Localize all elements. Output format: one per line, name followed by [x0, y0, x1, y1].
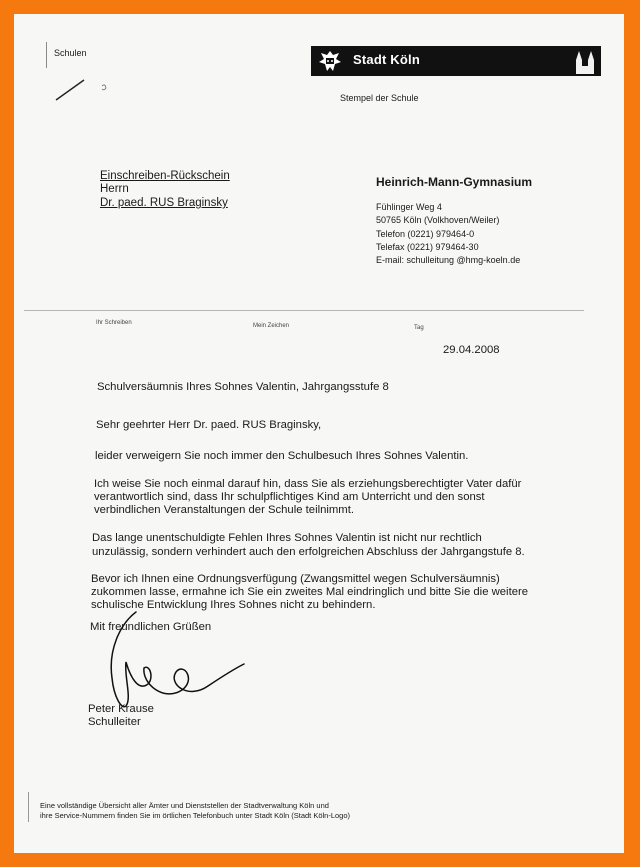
city-logo-text: Stadt Köln [353, 52, 420, 67]
footer-line-1: Eine vollständige Übersicht aller Ämter und Dienststellen der Stadtverwaltung Köln und [40, 801, 329, 810]
paragraph-1: leider verweigern Sie noch immer den Schulbesuch Ihres Sohnes Valentin. [95, 450, 469, 462]
paragraph-3-line-2: unzulässig, sondern verhindert auch den erfolgreichen Abschluss der Jahrgangstufe 8. [92, 546, 525, 558]
paragraph-3-line-1: Das lange unentschuldigte Fehlen Ihres Sohnes Valentin ist nicht nur rechtlich [92, 532, 482, 544]
cathedral-icon [573, 50, 597, 74]
paragraph-2-line-2: verantwortlich sind, dass Ihr schulpflichtiges Kind am Unterricht und den sonst [94, 491, 485, 503]
letter-subject: Schulversäumnis Ihres Sohnes Valentin, Jahrgangsstufe 8 [97, 381, 389, 393]
my-sign-label: Mein Zeichen [253, 323, 290, 329]
signer-name: Peter Krause [88, 703, 154, 715]
recipient-line-3: Dr. paed. RUS Braginsky [100, 197, 228, 209]
paragraph-4-line-3: schulische Entwicklung Ihres Sohnes nicht zu behindern. [91, 599, 376, 611]
day-label: Tag [414, 325, 424, 331]
pen-mark-icon [52, 74, 112, 104]
paragraph-4-line-1: Bevor ich Ihnen eine Ordnungsverfügung (Zwangsmittel wegen Schulversäumnis) [91, 573, 500, 585]
stamp-label: Stempel der Schule [340, 93, 419, 103]
sender-label: Schulen [54, 48, 87, 58]
letter-page [14, 14, 624, 853]
salutation: Sehr geehrter Herr Dr. paed. RUS Braginsky, [96, 419, 322, 431]
paragraph-2-line-3: verbindlichen Veranstaltungen der Schule teilnimmt. [94, 504, 354, 516]
city-logo [311, 46, 601, 76]
school-email: E-mail: schulleitung @hmg-koeln.de [376, 255, 521, 265]
school-fax: Telefax (0221) 979464-30 [376, 242, 479, 252]
eagle-crest-icon [317, 49, 343, 73]
letter-date: 29.04.2008 [443, 344, 500, 356]
reference-rule [24, 310, 584, 311]
paragraph-4-line-2: zukommen lasse, ermahne ich Sie ein zweites Mal eindringlich und bitte Sie die weitere [91, 586, 529, 598]
footer-line-2: ihre Service-Nummern finden Sie im örtlichen Telefonbuch unter Stadt Köln (Stadt Köln-Logo) [40, 811, 351, 820]
footer-rule [28, 792, 29, 822]
paragraph-2-line-1: Ich weise Sie noch einmal darauf hin, dass Sie als erziehungsberechtigter Vater dafür [94, 478, 522, 490]
school-city: 50765 Köln (Volkhoven/Weiler) [376, 215, 500, 225]
signer-title: Schulleiter [88, 716, 141, 728]
school-phone: Telefon (0221) 979464-0 [376, 229, 475, 239]
recipient-line-1: Einschreiben-Rückschein [100, 170, 230, 182]
closing: Mit freundlichen Grüßen [90, 621, 212, 633]
recipient-line-2: Herrn [100, 183, 129, 195]
school-name: Heinrich-Mann-Gymnasium [376, 175, 533, 189]
your-letter-label: Ihr Schreiben [96, 320, 132, 326]
school-street: Fühlinger Weg 4 [376, 202, 442, 212]
margin-rule [46, 42, 47, 68]
